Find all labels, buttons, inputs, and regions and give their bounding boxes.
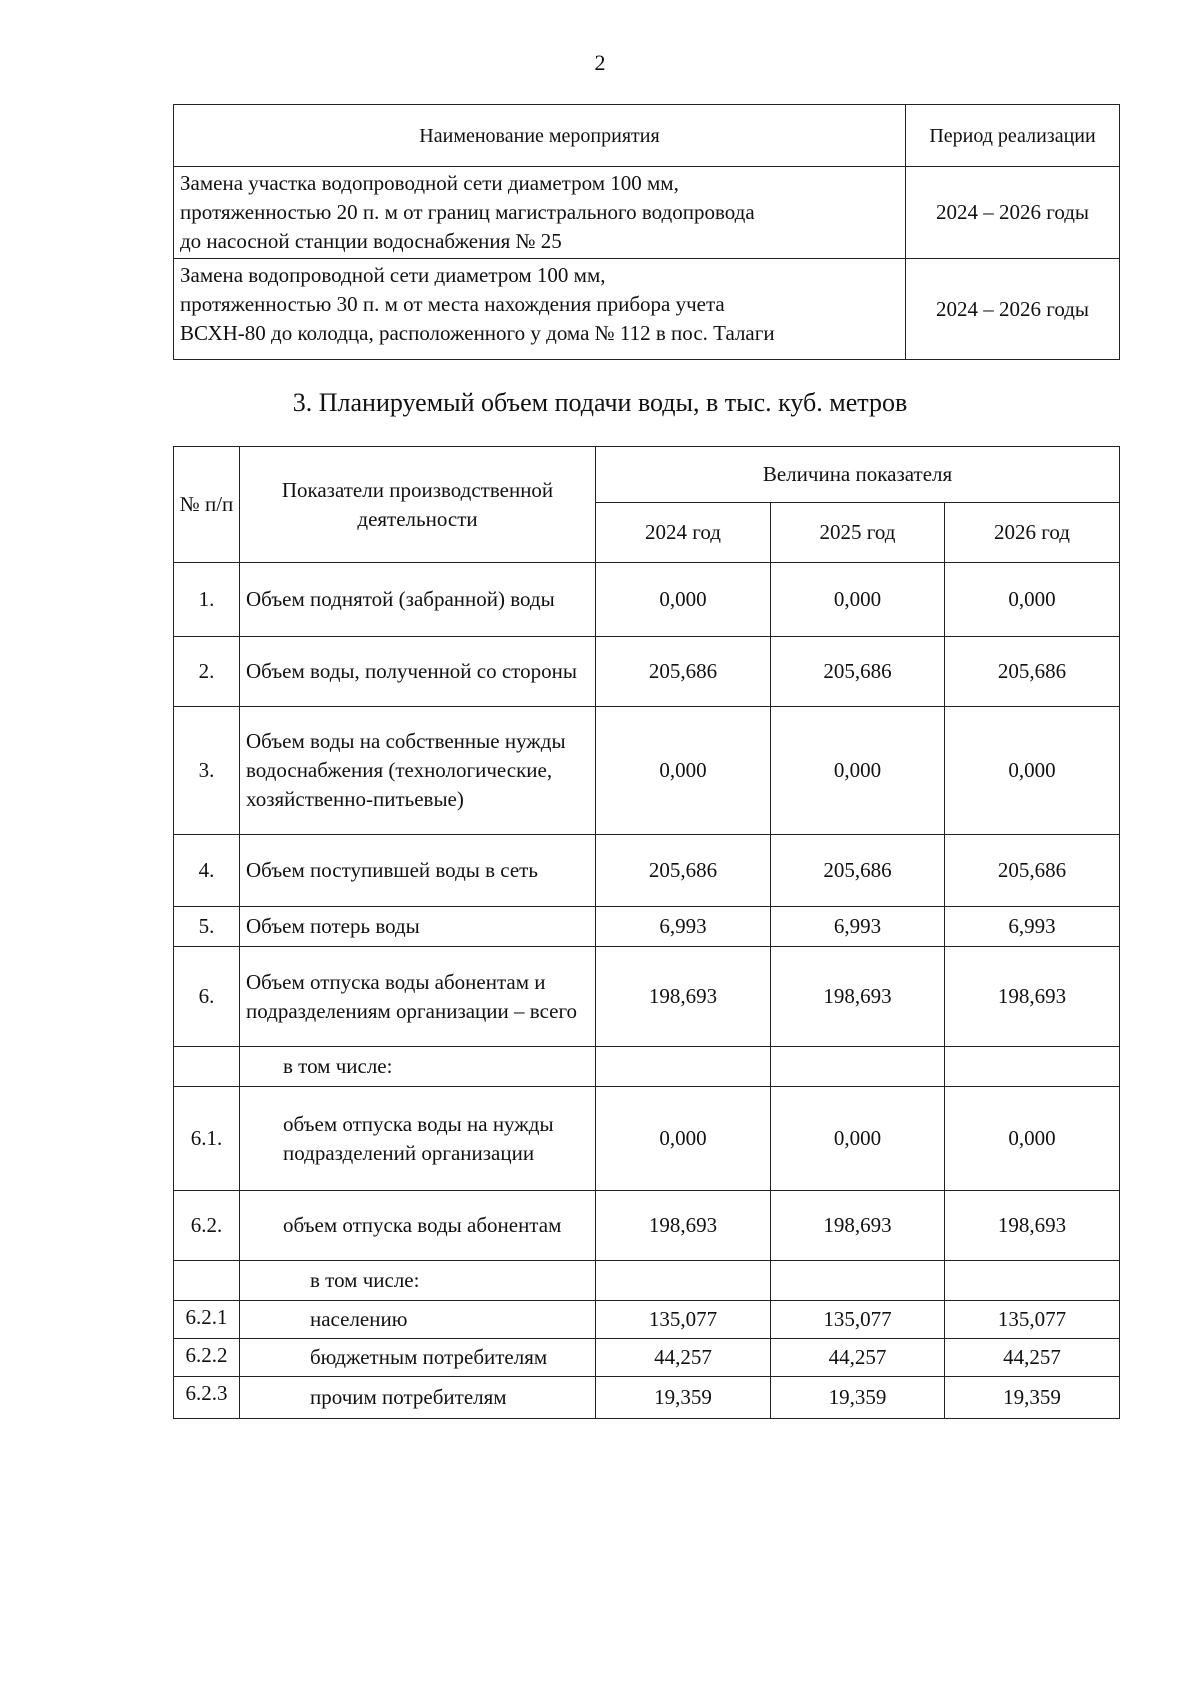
row-value	[596, 1047, 771, 1087]
row-value: 0,000	[771, 563, 945, 637]
table-row	[174, 835, 1120, 907]
row-value: 0,000	[771, 707, 945, 835]
row-value: 205,686	[596, 835, 771, 907]
row-num: 6.2.2	[174, 1339, 240, 1377]
row-indicator: населению	[240, 1301, 596, 1339]
row-value: 0,000	[596, 563, 771, 637]
row-value	[771, 1047, 945, 1087]
row-value: 0,000	[945, 1087, 1120, 1191]
row-indicator: Объем поступившей воды в сеть	[240, 835, 596, 907]
table-row	[174, 1191, 1120, 1261]
row-value	[596, 1261, 771, 1301]
measure-name-line: Замена участка водопроводной сети диаметром 100 мм,	[180, 171, 679, 195]
row-value	[945, 1261, 1120, 1301]
measures-header-row	[174, 105, 1120, 167]
row-num	[174, 1047, 240, 1087]
row-value: 0,000	[945, 563, 1120, 637]
row-value: 19,359	[945, 1377, 1120, 1419]
row-value: 135,077	[596, 1301, 771, 1339]
header-value: Величина показателя	[596, 447, 1120, 503]
row-value: 198,693	[771, 947, 945, 1047]
table-row	[174, 1047, 1120, 1087]
row-num: 2.	[174, 637, 240, 707]
measure-name-line: протяженностью 30 п. м от места нахождения прибора учета	[180, 292, 725, 316]
measures-row	[174, 167, 1120, 259]
row-num: 6.2.	[174, 1191, 240, 1261]
row-indicator: в том числе:	[240, 1261, 596, 1301]
measures-header-period-text: Период реализации	[929, 124, 1096, 147]
measure-name-line: протяженностью 20 п. м от границ магистрального водопровода	[180, 200, 755, 224]
measure-name-line: ВСХН-80 до колодца, расположенного у дома № 112 в пос. Талаги	[180, 321, 775, 345]
row-value: 198,693	[945, 1191, 1120, 1261]
row-value: 19,359	[596, 1377, 771, 1419]
header-year: 2024 год	[596, 503, 771, 563]
row-value: 198,693	[771, 1191, 945, 1261]
measure-name	[174, 167, 906, 259]
header-indicator: Показатели производственной деятельности	[240, 447, 596, 563]
measures-header-name: Наименование мероприятия	[174, 105, 906, 167]
row-value: 0,000	[596, 1087, 771, 1191]
table-row	[174, 707, 1120, 835]
row-num: 5.	[174, 907, 240, 947]
measures-table	[173, 104, 1120, 360]
header-num: № п/п	[174, 447, 240, 563]
row-value: 198,693	[945, 947, 1120, 1047]
row-num: 6.1.	[174, 1087, 240, 1191]
volume-header-row	[174, 447, 1120, 503]
table-row	[174, 1377, 1120, 1419]
table-row	[174, 1339, 1120, 1377]
row-value: 44,257	[771, 1339, 945, 1377]
row-indicator: Объем воды, полученной со стороны	[240, 637, 596, 707]
measure-period: 2024 – 2026 годы	[906, 259, 1120, 360]
header-year: 2025 год	[771, 503, 945, 563]
row-value: 205,686	[945, 835, 1120, 907]
measure-name-line: до насосной станции водоснабжения № 25	[180, 229, 562, 253]
measures-row	[174, 259, 1120, 360]
row-value: 19,359	[771, 1377, 945, 1419]
row-indicator: Объем поднятой (забранной) воды	[240, 563, 596, 637]
row-num: 1.	[174, 563, 240, 637]
row-num: 6.2.3	[174, 1377, 240, 1419]
row-indicator: Объем воды на собственные нужды водоснабжения (технологические, хозяйственно-питьевые)	[240, 707, 596, 835]
row-value: 6,993	[596, 907, 771, 947]
table-row	[174, 1261, 1120, 1301]
measure-name	[174, 259, 906, 360]
table-row	[174, 907, 1120, 947]
row-indicator: Объем потерь воды	[240, 907, 596, 947]
row-value: 44,257	[596, 1339, 771, 1377]
row-value: 44,257	[945, 1339, 1120, 1377]
row-value: 135,077	[945, 1301, 1120, 1339]
row-num: 6.	[174, 947, 240, 1047]
row-num: 3.	[174, 707, 240, 835]
row-value: 0,000	[771, 1087, 945, 1191]
row-value: 205,686	[771, 835, 945, 907]
table-row	[174, 947, 1120, 1047]
row-indicator: прочим потребителям	[240, 1377, 596, 1419]
table-row	[174, 1301, 1120, 1339]
row-num	[174, 1261, 240, 1301]
row-indicator: бюджетным потребителям	[240, 1339, 596, 1377]
row-indicator: объем отпуска воды на нужды подразделений организации	[240, 1087, 596, 1191]
row-value: 198,693	[596, 1191, 771, 1261]
row-value: 0,000	[596, 707, 771, 835]
row-num: 4.	[174, 835, 240, 907]
row-indicator: Объем отпуска воды абонентам и подразделениям организации – всего	[240, 947, 596, 1047]
row-indicator: объем отпуска воды абонентам	[240, 1191, 596, 1261]
table-row	[174, 637, 1120, 707]
measure-name-line: Замена водопроводной сети диаметром 100 мм,	[180, 263, 606, 287]
row-value: 6,993	[771, 907, 945, 947]
row-num: 6.2.1	[174, 1301, 240, 1339]
header-year: 2026 год	[945, 503, 1120, 563]
row-value	[771, 1261, 945, 1301]
row-value: 198,693	[596, 947, 771, 1047]
page-number: 2	[594, 50, 606, 75]
section-title: 3. Планируемый объем подачи воды, в тыс. куб. метров	[292, 388, 908, 417]
row-value: 205,686	[596, 637, 771, 707]
measures-header-period	[906, 105, 1120, 167]
measure-period: 2024 – 2026 годы	[906, 167, 1120, 259]
row-value: 205,686	[945, 637, 1120, 707]
row-value: 0,000	[945, 707, 1120, 835]
table-row	[174, 563, 1120, 637]
table-row	[174, 1087, 1120, 1191]
row-value: 6,993	[945, 907, 1120, 947]
row-value: 135,077	[771, 1301, 945, 1339]
row-value: 205,686	[771, 637, 945, 707]
row-value	[945, 1047, 1120, 1087]
row-indicator: в том числе:	[240, 1047, 596, 1087]
volume-table	[173, 446, 1120, 1419]
